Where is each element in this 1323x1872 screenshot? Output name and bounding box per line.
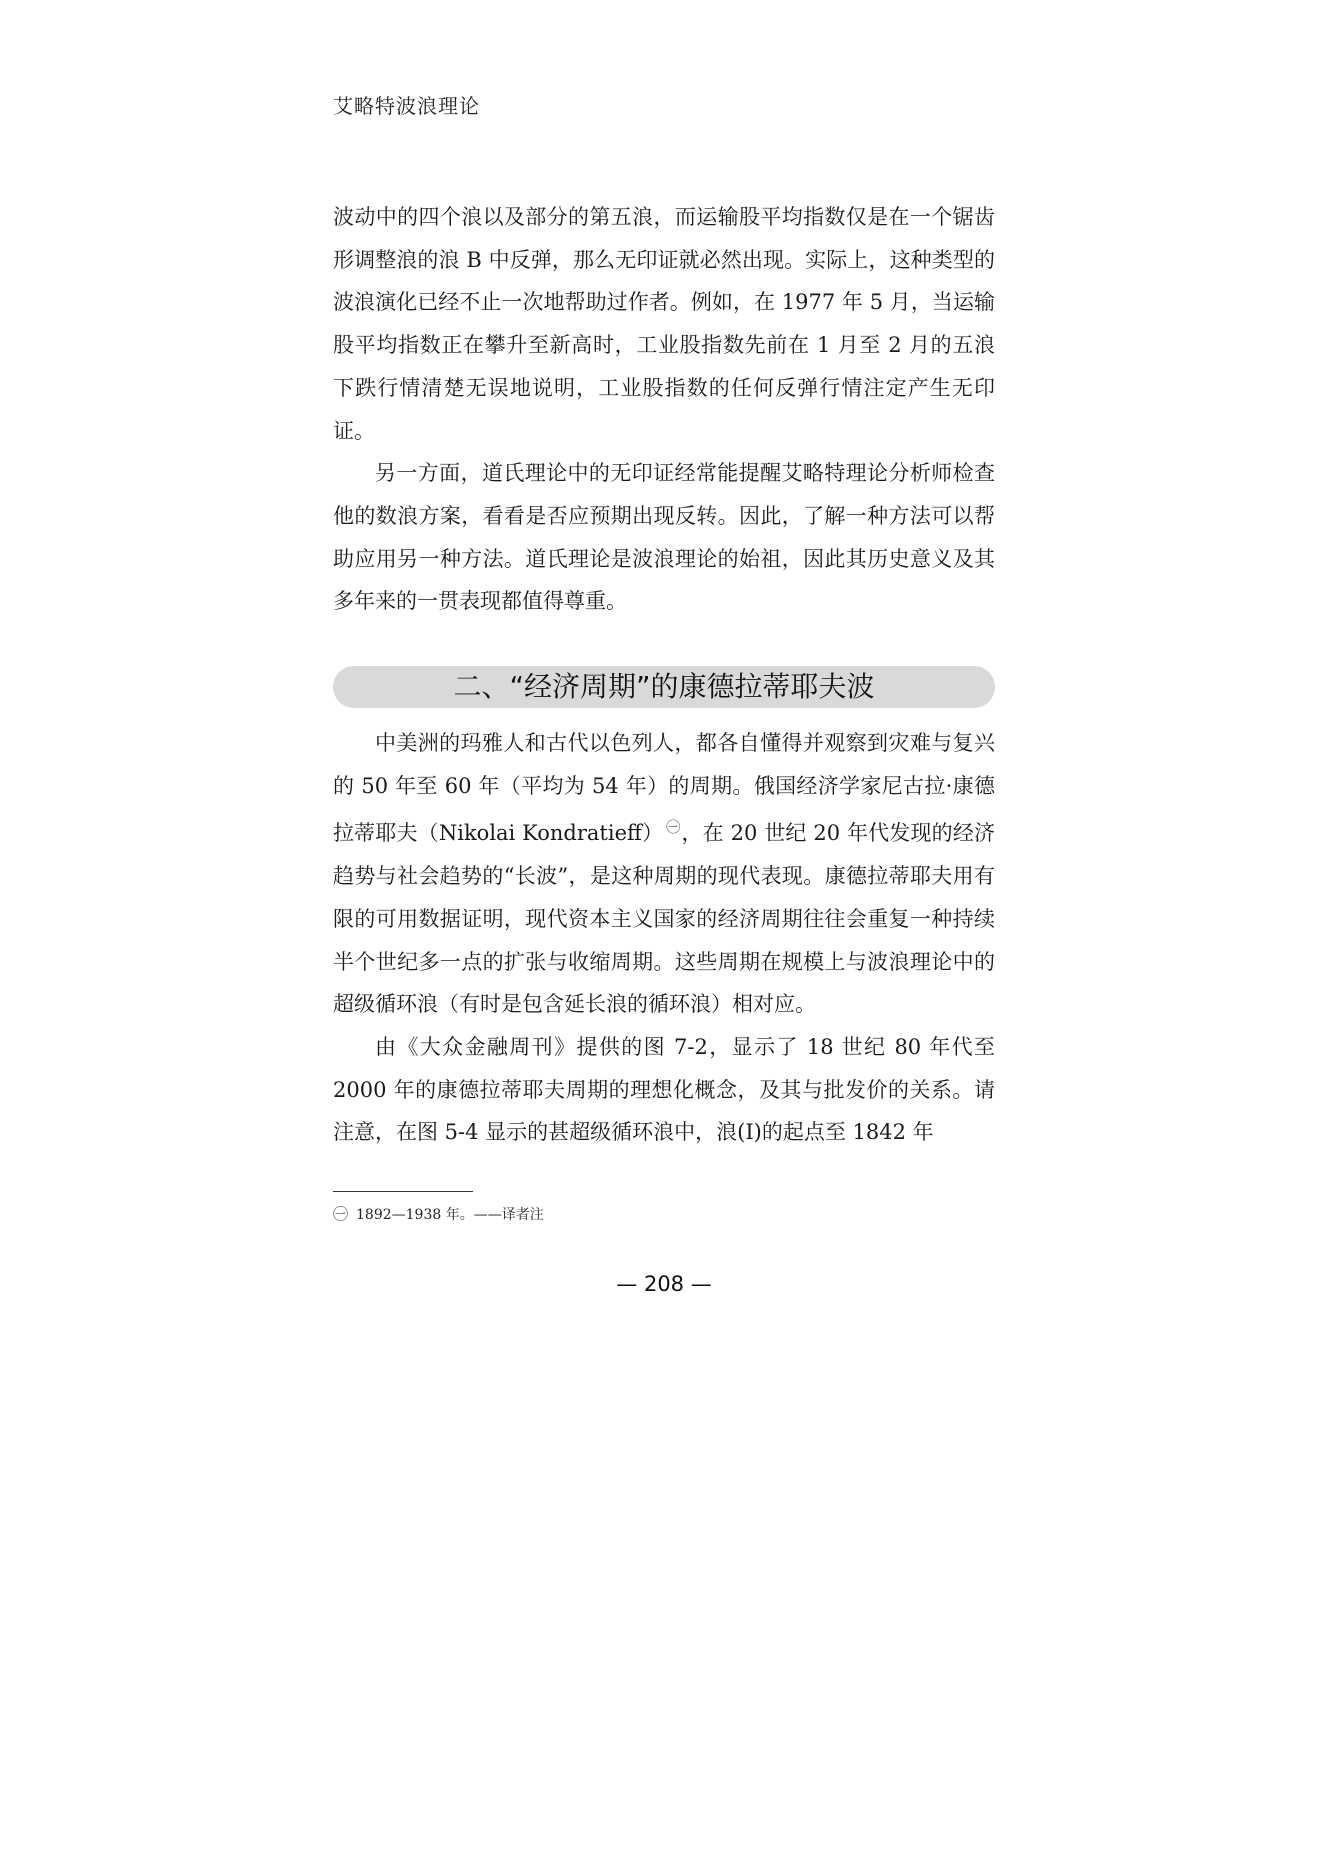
paragraph-kondratieff-part2: ，在 20 世纪 20 年代发现的经济趋势与社会趋势的“长波”，是这种周期的现代表现。康德拉蒂耶夫用有限的可用数据证明，现代资本主义国家的经济周期往往会重复一种持续半个世纪多一点的扩张与收缩周期。这些周期在规模上与波浪理论中的超级循环浪（有时是包含延长浪的循环浪）相对应。 (333, 821, 995, 1017)
footnote-marker-icon: ㊀ (333, 1205, 349, 1223)
paragraph-continued: 波动中的四个浪以及部分的第五浪，而运输股平均指数仅是在一个锯齿形调整浪的浪 B 中反弹，那么无印证就必然出现。实际上，这种类型的波浪演化已经不止一次地帮助过作者。例如，在 1977 年 5 月，当运输股平均指数正在攀升至新高时，工业股指数先前在 1 月至 2 月的五浪下跌行情清楚无误地说明，工业股指数的任何反弹行情注定产生无印证。 (333, 205, 995, 443)
footnote (333, 1204, 544, 1225)
paragraph-dow-theory: 另一方面，道氏理论中的无印证经常能提醒艾略特理论分析师检查他的数浪方案，看看是否应预期出现反转。因此，了解一种方法可以帮助应用另一种方法。道氏理论是波浪理论的始祖，因此其历史意义及其多年来的一贯表现都值得尊重。 (333, 461, 995, 614)
bottom-text-block (333, 722, 995, 1154)
paragraph-kondratieff-part1: 中美洲的玛雅人和古代以色列人，都各自懂得并观察到灾难与复兴的 50 年至 60 年（平均为 54 年）的周期。俄国经济学家尼古拉·康德拉蒂耶夫（Nikolai Kondratieff） (333, 731, 995, 846)
book-page (333, 0, 995, 1872)
footnote-reference-icon[interactable]: ㊀ (666, 820, 681, 837)
paragraph-kondratieff (333, 722, 995, 1026)
page-number: — 208 — (616, 1272, 712, 1296)
top-text-block (333, 196, 995, 623)
running-header: 艾略特波浪理论 (333, 94, 480, 118)
footnote-divider (333, 1191, 473, 1192)
section-heading: 二、“经济周期”的康德拉蒂耶夫波 (453, 670, 875, 703)
footnote-text: 1892—1938 年。——译者注 (356, 1207, 544, 1223)
paragraph-figure-reference: 由《大众金融周刊》提供的图 7-2，显示了 18 世纪 80 年代至 2000 年的康德拉蒂耶夫周期的理想化概念，及其与批发价的关系。请注意，在图 5-4 显示的甚超级循环浪中，浪(I)的起点至 1842 年 (333, 1034, 995, 1145)
